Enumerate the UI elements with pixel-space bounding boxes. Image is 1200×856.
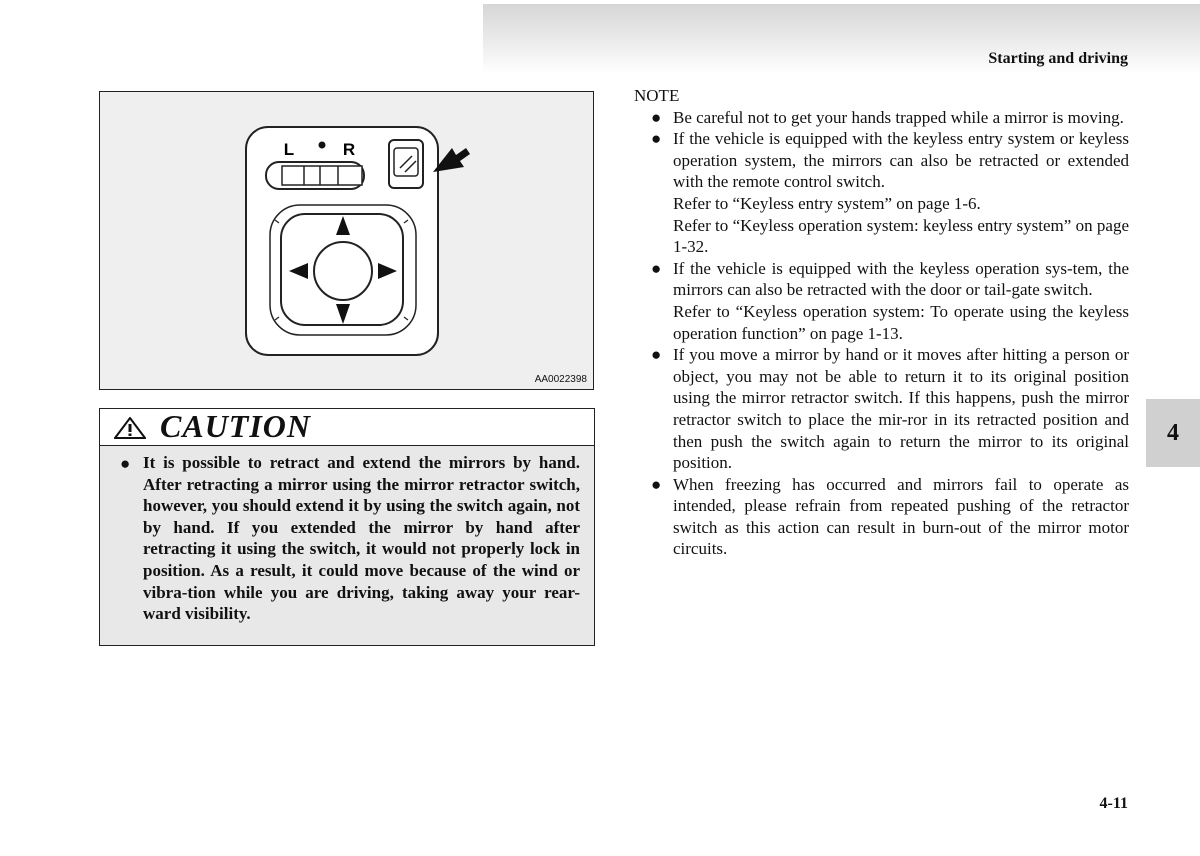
note-bullet: ● [651,345,662,365]
caution-title: CAUTION [160,408,312,444]
caution-header [100,409,594,446]
note-bullet: ● [651,129,662,149]
note-list [634,107,1129,560]
caution-bullet: ● [120,454,131,473]
lr-selector-switch [266,162,364,189]
right-label: R [342,140,356,159]
page-number: 4-11 [1099,795,1128,812]
mirror-retract-button-icon [389,140,423,188]
warning-triangle-icon [114,417,146,439]
selector-dot [319,142,326,149]
note-item [634,474,1129,560]
mirror-switch-figure [99,91,594,390]
note-item [634,128,1129,258]
note-section [634,85,1129,560]
note-label: NOTE [634,86,680,105]
note-item-text: If the vehicle is equipped with the keyless operation sys-tem, the mirrors can also be retracted with the door or tail-gate switch. [673,258,1129,300]
note-item-text: If you move a mirror by hand or it moves after hitting a person or object, you may not be able to return it to its original position using the mirror retractor switch. If this happens, push the mirror retractor switch to place the mir-ror in its retracted position and then push the switch again to return the mirror to its original position. [673,345,1129,473]
note-item [634,344,1129,474]
note-item [634,258,1129,344]
section-title: Starting and driving [988,50,1128,67]
chapter-tab: 4 [1146,399,1200,467]
mirror-switch-illustration [100,92,595,391]
note-item-reference: Refer to “Keyless operation system: To operate using the keyless operation function” on page 1-13. [673,301,1129,343]
left-label: L [283,140,295,159]
note-bullet: ● [651,107,662,127]
note-item-reference: Refer to “Keyless entry system” on page 1-6. [673,193,981,213]
caution-text: It is possible to retract and extend the mirrors by hand. After retracting a mirror using the mirror retractor switch, however, you should extend it by using the switch again, not by hand. If you extended the mirror by hand after retracting it using the switch, it would not properly lock in position. As a result, it could move because of the wind or vibra-tion while you are driving, taking away your rear-ward visibility. [143,453,580,624]
figure-id: AA0022398 [534,374,587,385]
note-item [634,107,1129,129]
note-bullet: ● [651,258,662,278]
caution-box [99,408,595,646]
note-item-reference: Refer to “Keyless operation system: keyless entry system” on page 1-32. [673,215,1129,257]
direction-arrows-icon [270,205,416,335]
note-item-text: If the vehicle is equipped with the keyless entry system or keyless operation system, the mirrors can also be retracted or extended with the remote control switch. [673,129,1129,192]
note-item-text: When freezing has occurred and mirrors fail to operate as intended, please refrain from repeated pushing of the retractor switch as this action can result in burn-out of the mirror motor circuits. [673,474,1129,559]
note-bullet: ● [651,474,662,494]
note-item-text: Be careful not to get your hands trapped while a mirror is moving. [673,107,1124,127]
caution-body [100,446,594,625]
